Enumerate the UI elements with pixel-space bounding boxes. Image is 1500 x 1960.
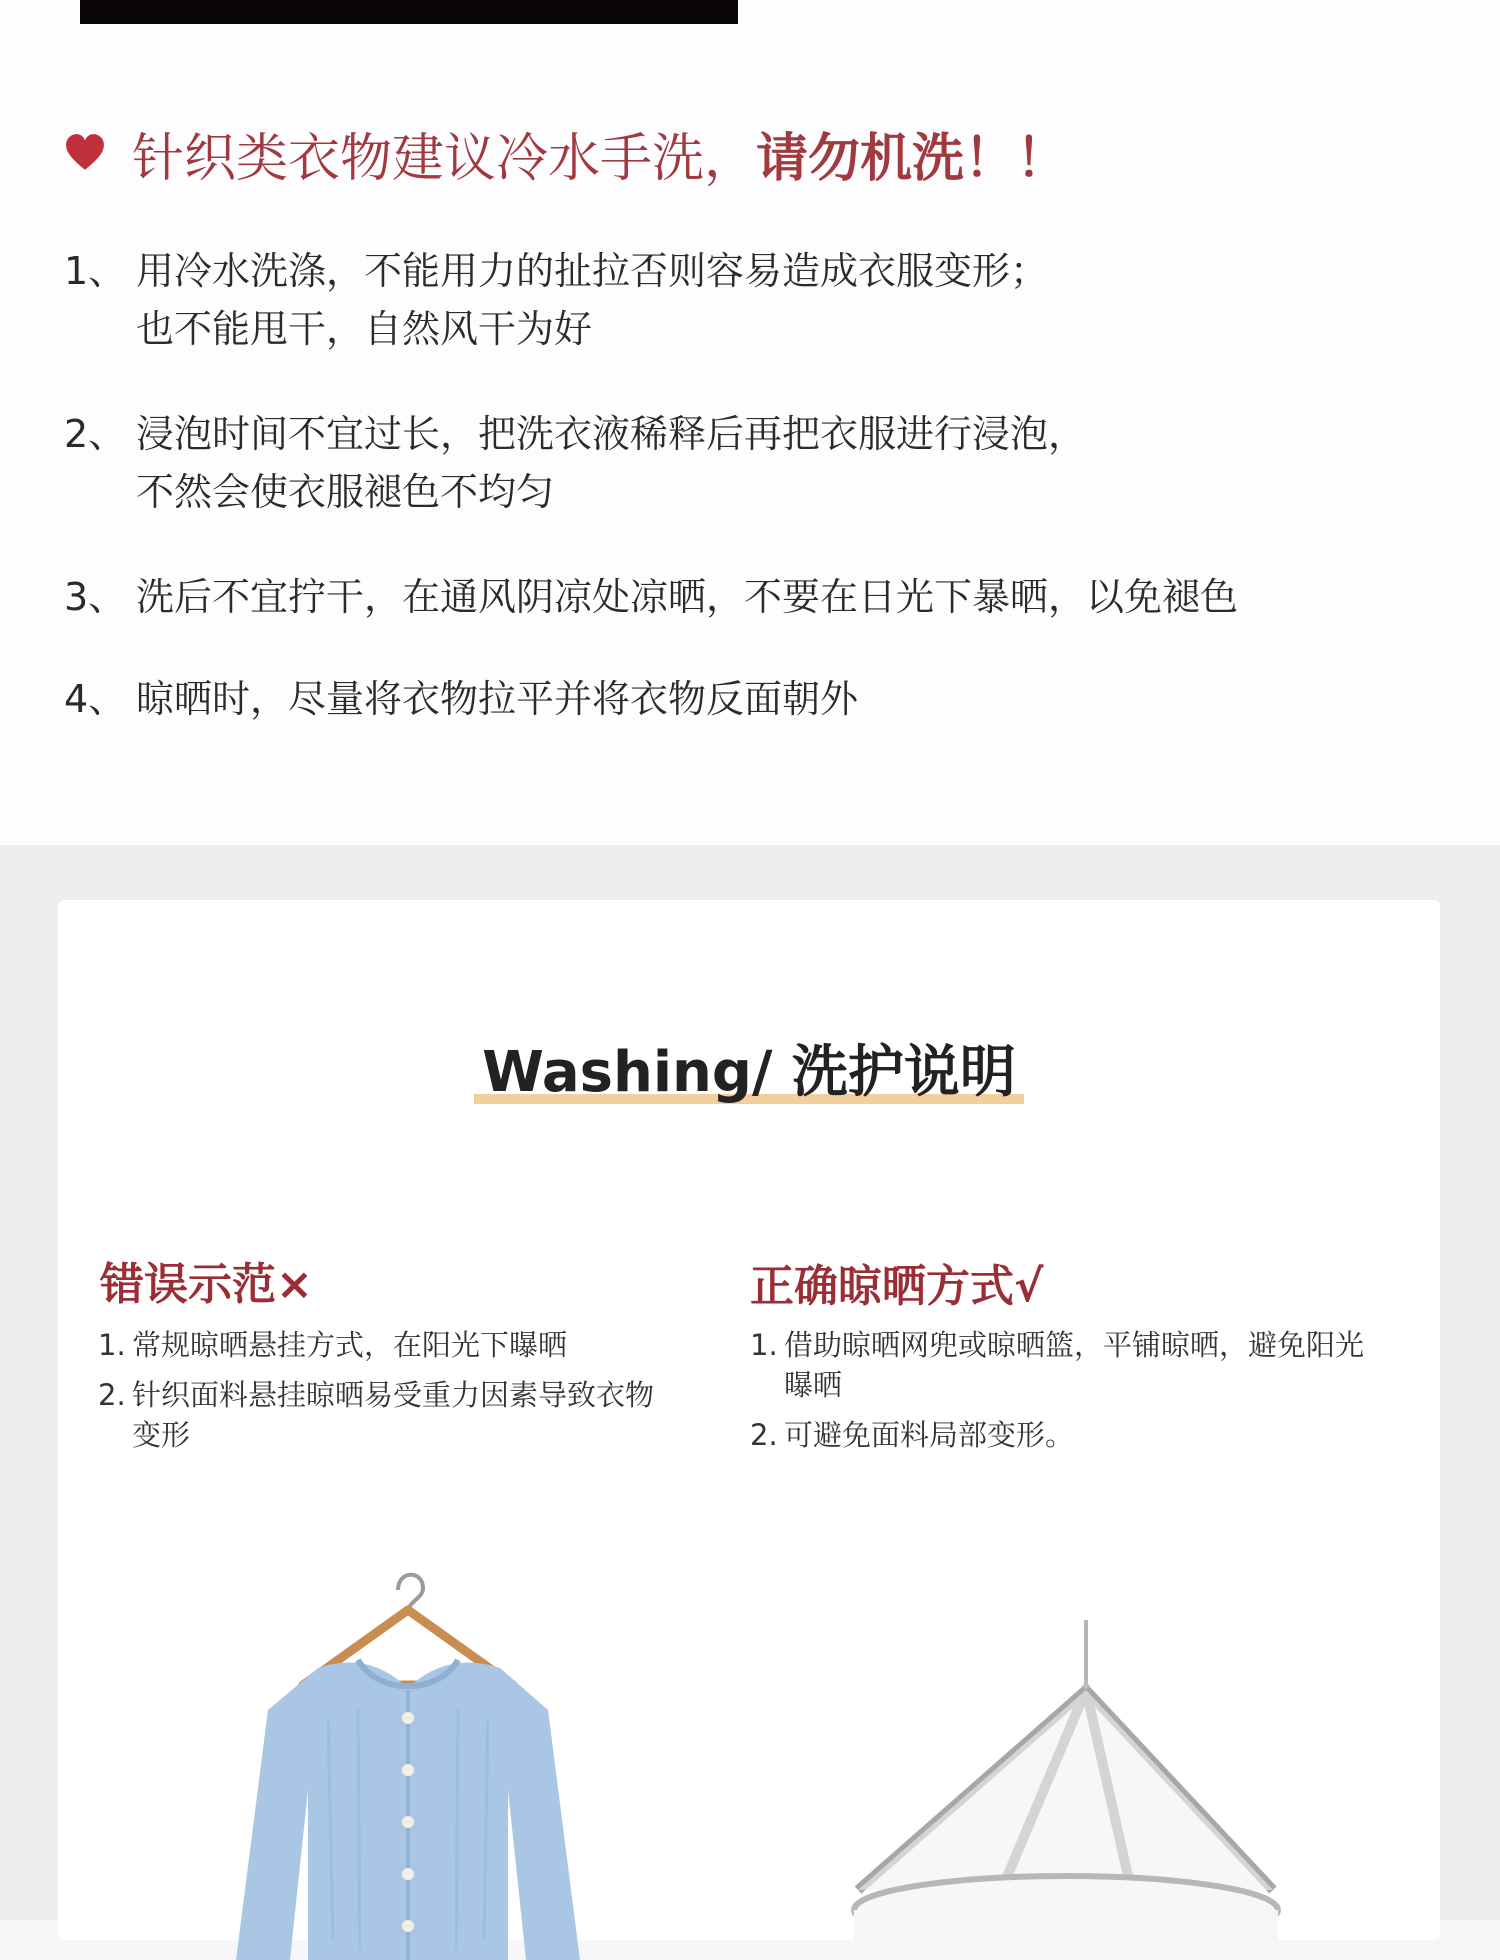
rule-line: 不然会使衣服褪色不均匀 [136, 470, 555, 514]
heart-icon [64, 132, 106, 174]
wrong-item-2 [98, 1375, 658, 1455]
rule-line: 也不能甩干，自然风干为好 [136, 307, 593, 351]
rule-item-4 [64, 670, 1454, 728]
washing-card [58, 900, 1440, 1940]
correct-item-2 [750, 1415, 1390, 1455]
item-text: 常规晾晒悬挂方式，在阳光下曝晒 [132, 1328, 568, 1362]
washing-section [0, 845, 1500, 1920]
correct-method-title: 正确晾晒方式√ [750, 1261, 1044, 1312]
rule-item-1 [64, 242, 1454, 358]
rule-line: 浸泡时间不宜过长，把洗衣液稀释后再把衣服进行浸泡， [136, 412, 1087, 456]
care-notice-section [0, 0, 1500, 845]
rule-line: 洗后不宜拧干，在通风阴凉处凉晒，不要在日光下暴晒，以免褪色 [136, 575, 1239, 619]
drying-net-image [818, 1620, 1298, 1960]
rule-number: 1、 [64, 249, 127, 293]
wrong-example-title: 错误示范× [100, 1259, 313, 1310]
top-dark-banner [80, 0, 738, 24]
washing-title-text: Washing/ 洗护说明 [482, 1040, 1016, 1105]
rule-number: 2、 [64, 412, 127, 456]
item-text: 可避免面料局部变形。 [784, 1418, 1075, 1452]
item-number: 2. [98, 1378, 126, 1412]
item-number: 1. [98, 1328, 126, 1362]
item-text: 借助晾晒网兜或晾晒篮，平铺晾晒，避免阳光曝晒 [784, 1328, 1365, 1402]
item-number: 1. [750, 1328, 778, 1362]
rule-number: 3、 [64, 575, 127, 619]
care-headline [64, 118, 1068, 188]
rule-item-2 [64, 405, 1454, 521]
rule-item-3 [64, 568, 1454, 626]
rule-number: 4、 [64, 677, 127, 721]
item-number: 2. [750, 1418, 778, 1452]
wrong-item-1 [98, 1325, 658, 1365]
rule-line: 晾晒时，尽量将衣物拉平并将衣物反面朝外 [136, 677, 859, 721]
hanging-cardigan-image [208, 1560, 628, 1960]
rule-line: 用冷水洗涤，不能用力的扯拉否则容易造成衣服变形； [136, 249, 1049, 293]
correct-item-1 [750, 1325, 1390, 1405]
headline-strong-text: 请勿机洗！！ [756, 128, 1069, 189]
headline-normal-text: 针织类衣物建议冷水手洗， [132, 128, 757, 189]
washing-title [58, 1028, 1440, 1108]
item-text: 针织面料悬挂晾晒易受重力因素导致衣物变形 [132, 1378, 655, 1452]
